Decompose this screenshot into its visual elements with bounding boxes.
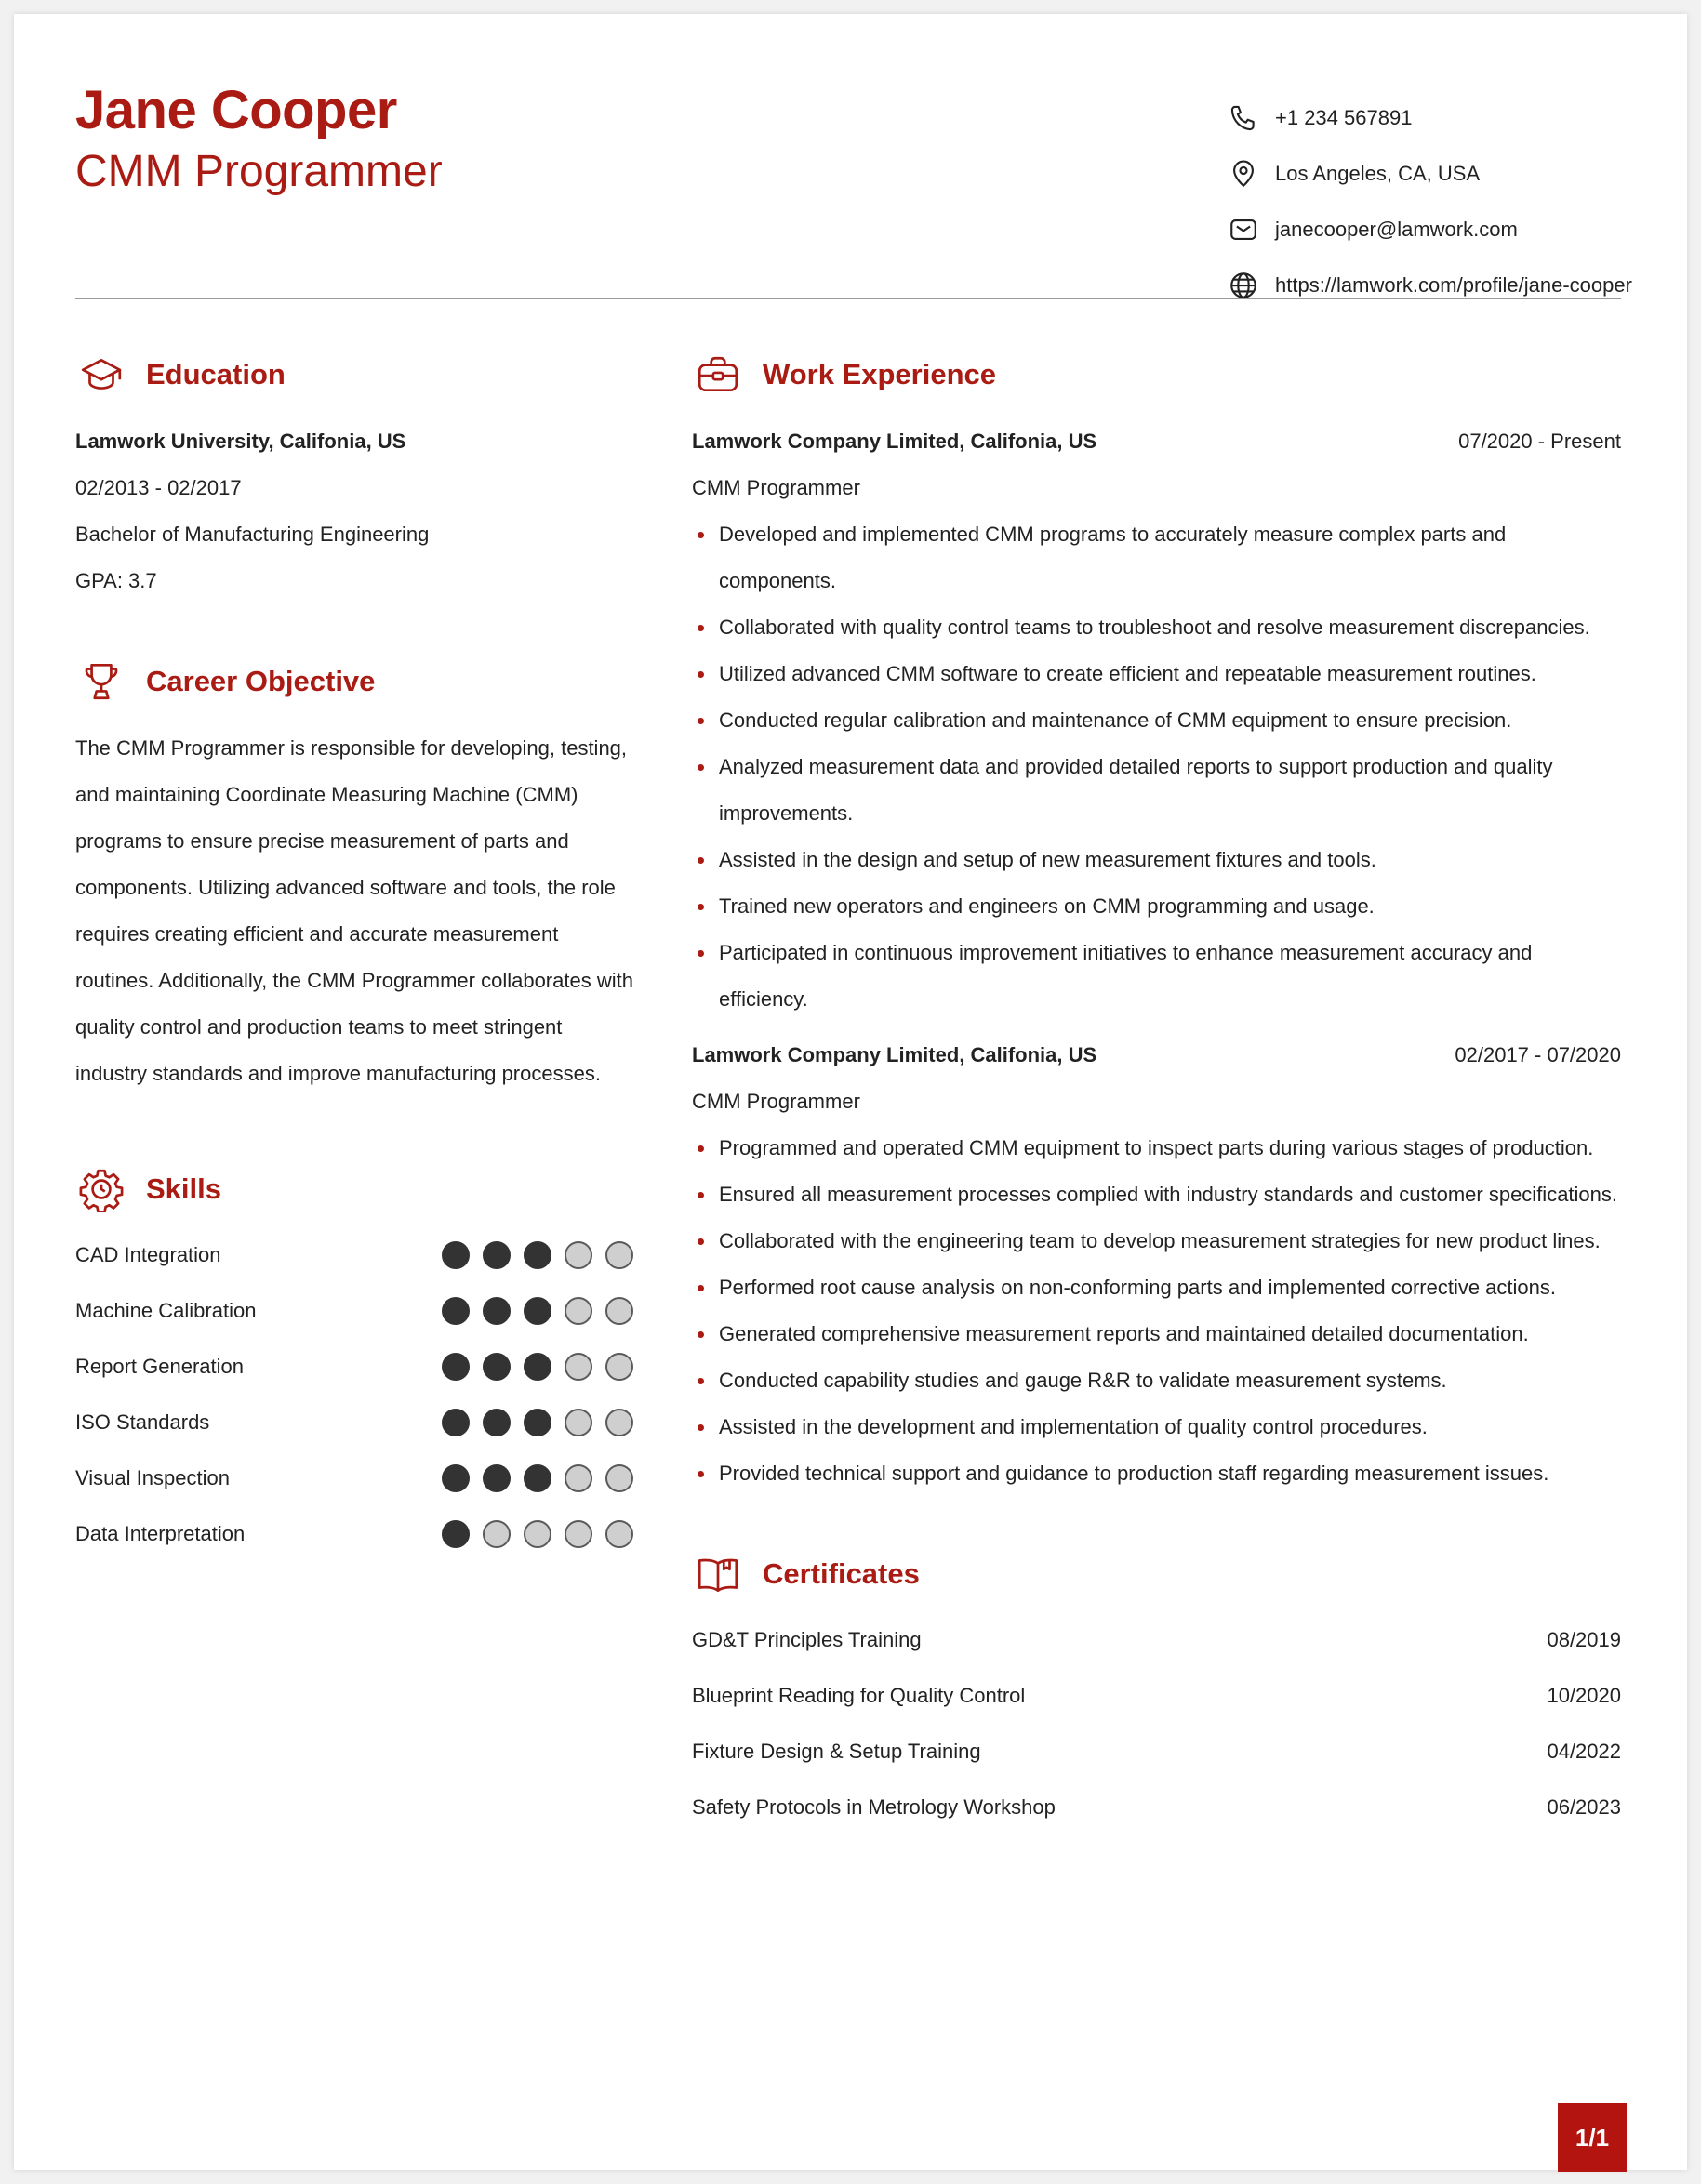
rating-dot-empty: [565, 1464, 592, 1492]
phone-icon: [1225, 99, 1262, 137]
job-bullet: Participated in continuous improvement initiatives to enhance measurement accuracy and efficiency.: [692, 930, 1621, 1023]
rating-dot-filled: [524, 1241, 551, 1269]
rating-dot-empty: [605, 1409, 633, 1436]
skill-rating: [429, 1297, 633, 1325]
certificates-heading-row: [692, 1543, 1621, 1605]
job-header: [692, 1032, 1621, 1079]
skill-name: Data Interpretation: [75, 1522, 246, 1545]
objective-section: [75, 651, 633, 1097]
contact-website-text[interactable]: https://lamwork.com/profile/jane-cooper: [1275, 273, 1632, 297]
certificate-name: Blueprint Reading for Quality Control: [692, 1684, 1026, 1707]
skills-heading-row: [75, 1158, 633, 1220]
skill-row: [75, 1339, 633, 1395]
objective-heading-row: [75, 651, 633, 712]
resume-page: [14, 14, 1687, 2170]
skill-rating: [429, 1409, 633, 1436]
candidate-name: Jane Cooper: [75, 80, 397, 140]
mail-icon: [1225, 211, 1262, 248]
rating-dot-empty: [605, 1297, 633, 1325]
job-bullet: Collaborated with quality control teams to troubleshoot and resolve measurement discrepancies.: [692, 604, 1621, 651]
rating-dot-filled: [442, 1520, 470, 1548]
certificate-row: [692, 1612, 1621, 1668]
certificate-date: 06/2023: [1547, 1795, 1621, 1819]
gear-icon: [75, 1163, 127, 1215]
rating-dot-filled: [483, 1409, 511, 1436]
rating-dot-empty: [605, 1520, 633, 1548]
job-dates: 07/2020 - Present: [1458, 430, 1621, 453]
rating-dot-filled: [524, 1353, 551, 1381]
job-bullets: [692, 1125, 1621, 1497]
rating-dot-empty: [565, 1409, 592, 1436]
skill-name: ISO Standards: [75, 1410, 210, 1434]
job-bullet: Conducted capability studies and gauge R&R to validate measurement systems.: [692, 1357, 1621, 1404]
job-bullet: Programmed and operated CMM equipment to inspect parts during various stages of production.: [692, 1125, 1621, 1171]
job-bullet: Utilized advanced CMM software to create efficient and repeatable measurement routines.: [692, 651, 1621, 697]
skill-rating: [429, 1241, 633, 1269]
education-gpa: GPA: 3.7: [75, 569, 157, 592]
job-entry: [692, 418, 1621, 1023]
objective-line: programs to ensure precise measurement of parts and: [75, 829, 569, 853]
skill-name: Machine Calibration: [75, 1299, 257, 1322]
rating-dot-filled: [524, 1409, 551, 1436]
job-role: CMM Programmer: [692, 476, 860, 499]
rating-dot-empty: [605, 1241, 633, 1269]
header-divider: [75, 298, 1621, 299]
work-heading: Work Experience: [763, 358, 996, 390]
certificate-name: Safety Protocols in Metrology Workshop: [692, 1795, 1056, 1819]
job-dates: 02/2017 - 07/2020: [1455, 1043, 1621, 1066]
job-bullet: Ensured all measurement processes complied with industry standards and customer specifications.: [692, 1171, 1621, 1218]
skills-section: [75, 1158, 633, 1562]
job-header: [692, 418, 1621, 465]
job-bullet: Analyzed measurement data and provided detailed reports to support production and quality improvements.: [692, 744, 1621, 837]
education-dates: 02/2013 - 02/2017: [75, 476, 242, 499]
objective-text: [75, 725, 633, 1097]
rating-dot-empty: [565, 1297, 592, 1325]
skill-row: [75, 1227, 633, 1283]
briefcase-icon: [692, 349, 744, 401]
rating-dot-empty: [524, 1520, 551, 1548]
rating-dot-filled: [483, 1353, 511, 1381]
objective-line: components. Utilizing advanced software and tools, the role: [75, 876, 616, 899]
contact-phone-text: +1 234 567891: [1275, 106, 1413, 129]
contact-website[interactable]: [1225, 258, 1632, 313]
rating-dot-filled: [483, 1241, 511, 1269]
objective-heading: Career Objective: [146, 665, 376, 697]
job-bullet: Trained new operators and engineers on CMM programming and usage.: [692, 883, 1621, 930]
rating-dot-empty: [605, 1353, 633, 1381]
page-indicator: 1/1: [1558, 2103, 1627, 2172]
trophy-icon: [75, 655, 127, 708]
job-bullet: Conducted regular calibration and maintenance of CMM equipment to ensure precision.: [692, 697, 1621, 744]
rating-dot-empty: [565, 1520, 592, 1548]
rating-dot-filled: [442, 1297, 470, 1325]
job-bullet: Performed root cause analysis on non-conforming parts and implemented corrective actions.: [692, 1264, 1621, 1311]
rating-dot-filled: [524, 1297, 551, 1325]
skill-row: [75, 1395, 633, 1450]
certificate-date: 08/2019: [1547, 1628, 1621, 1651]
job-company: Lamwork Company Limited, Califonia, US: [692, 1043, 1097, 1066]
right-column: [692, 344, 1621, 1835]
skill-name: Visual Inspection: [75, 1466, 230, 1489]
rating-dot-empty: [483, 1520, 511, 1548]
job-bullet: Assisted in the design and setup of new measurement fixtures and tools.: [692, 837, 1621, 883]
work-heading-row: [692, 344, 1621, 405]
contact-phone: [1225, 90, 1625, 146]
objective-line: quality control and production teams to meet stringent: [75, 1015, 563, 1039]
education-section: [75, 344, 633, 604]
contact-location-text: Los Angeles, CA, USA: [1275, 162, 1481, 185]
location-pin-icon: [1225, 155, 1262, 192]
objective-line: industry standards and improve manufacturing processes.: [75, 1062, 601, 1085]
job-bullet: Provided technical support and guidance to production staff regarding measurement issues.: [692, 1450, 1621, 1497]
certificate-name: Fixture Design & Setup Training: [692, 1740, 981, 1763]
certificate-date: 10/2020: [1547, 1684, 1621, 1707]
skill-name: Report Generation: [75, 1355, 244, 1378]
rating-dot-filled: [442, 1241, 470, 1269]
rating-dot-empty: [565, 1241, 592, 1269]
rating-dot-filled: [442, 1353, 470, 1381]
candidate-title: CMM Programmer: [75, 147, 443, 196]
skill-row: [75, 1450, 633, 1506]
job-bullets: [692, 511, 1621, 1023]
job-entry: [692, 1032, 1621, 1497]
certificate-row: [692, 1780, 1621, 1835]
skills-heading: Skills: [146, 1172, 221, 1205]
rating-dot-empty: [565, 1353, 592, 1381]
certificate-row: [692, 1724, 1621, 1780]
rating-dot-filled: [442, 1464, 470, 1492]
rating-dot-filled: [483, 1297, 511, 1325]
objective-line: requires creating efficient and accurate measurement: [75, 922, 559, 946]
education-heading: Education: [146, 358, 286, 390]
contact-location: [1225, 146, 1625, 202]
rating-dot-filled: [483, 1464, 511, 1492]
skill-row: [75, 1506, 633, 1562]
book-icon: [692, 1548, 744, 1600]
certificates-heading: Certificates: [763, 1557, 920, 1590]
objective-line: and maintaining Coordinate Measuring Machine (CMM): [75, 783, 578, 806]
skills-list: [75, 1227, 633, 1562]
certificate-row: [692, 1668, 1621, 1724]
contact-email[interactable]: [1225, 202, 1625, 258]
job-bullet: Generated comprehensive measurement reports and maintained detailed documentation.: [692, 1311, 1621, 1357]
skill-rating: [429, 1353, 633, 1381]
job-bullet: Developed and implemented CMM programs to accurately measure complex parts and components.: [692, 511, 1621, 604]
skill-rating: [429, 1520, 633, 1548]
rating-dot-empty: [605, 1464, 633, 1492]
education-degree: Bachelor of Manufacturing Engineering: [75, 523, 430, 546]
rating-dot-filled: [442, 1409, 470, 1436]
job-role: CMM Programmer: [692, 1090, 860, 1113]
education-school: Lamwork University, Califonia, US: [75, 430, 406, 453]
objective-line: routines. Additionally, the CMM Programmer collaborates with: [75, 969, 633, 992]
objective-line: The CMM Programmer is responsible for developing, testing,: [75, 736, 628, 760]
education-heading-row: [75, 344, 633, 405]
contact-email-text[interactable]: janecooper@lamwork.com: [1275, 218, 1518, 241]
certificates-section: [692, 1543, 1621, 1835]
skill-rating: [429, 1464, 633, 1492]
graduation-cap-icon: [75, 349, 127, 401]
job-bullet: Collaborated with the engineering team to develop measurement strategies for new product lines.: [692, 1218, 1621, 1264]
work-section: [692, 344, 1621, 1497]
left-column: [75, 344, 633, 1562]
certificate-name: GD&T Principles Training: [692, 1628, 922, 1651]
skill-row: [75, 1283, 633, 1339]
job-bullet: Assisted in the development and implementation of quality control procedures.: [692, 1404, 1621, 1450]
contact-list: [1225, 90, 1632, 313]
certificate-date: 04/2022: [1547, 1740, 1621, 1763]
skill-name: CAD Integration: [75, 1243, 221, 1266]
rating-dot-filled: [524, 1464, 551, 1492]
job-company: Lamwork Company Limited, Califonia, US: [692, 430, 1097, 453]
